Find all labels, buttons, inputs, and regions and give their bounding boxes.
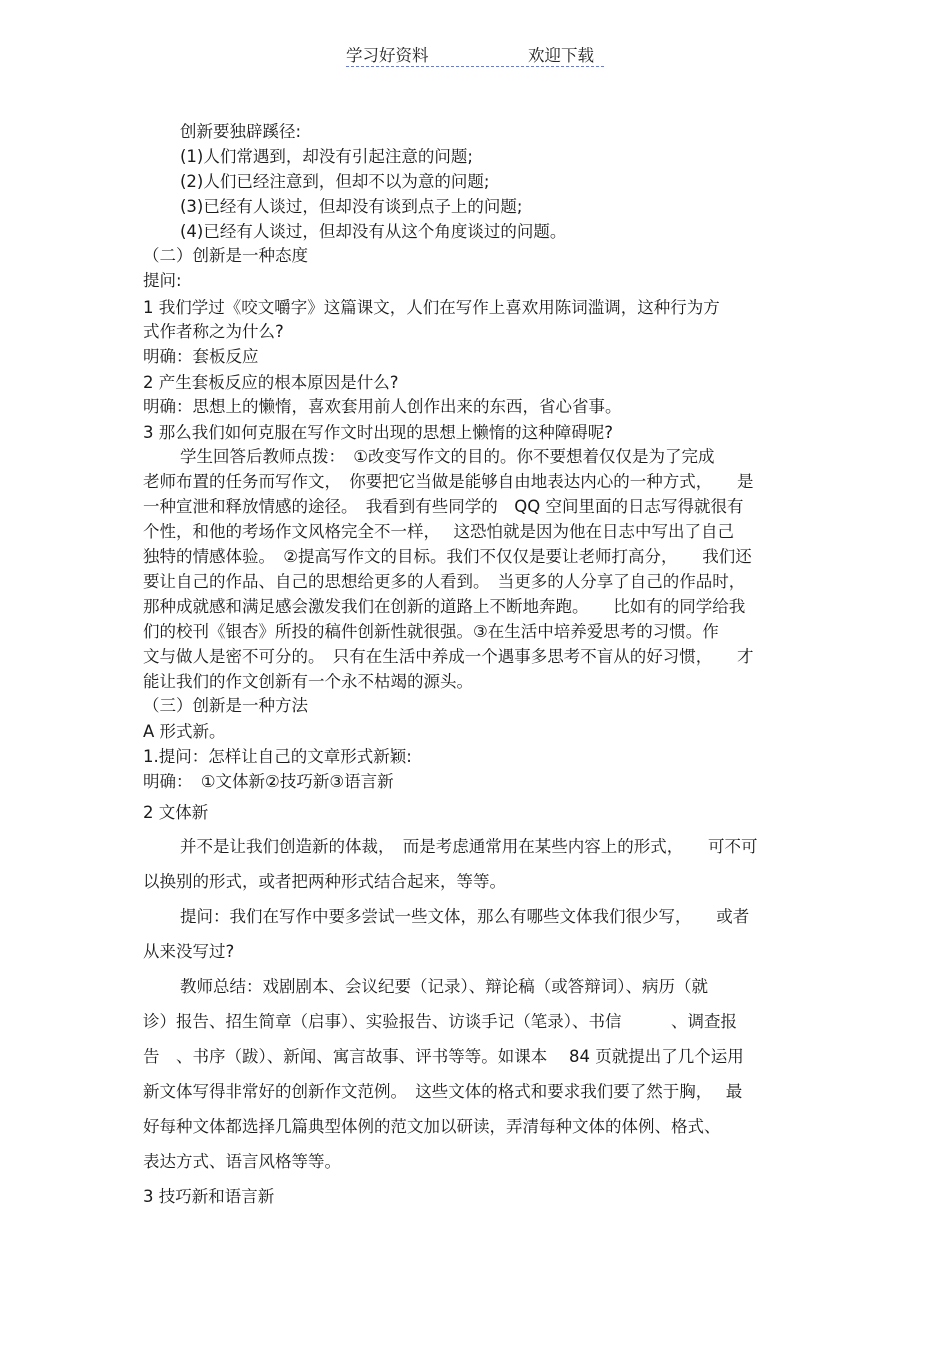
- header-left-text: 学习好资料: [346, 46, 429, 65]
- text-line: 个性，和他的考场作文风格完全不一样， 这恐怕就是因为他在日志中写出了自己: [143, 522, 734, 541]
- text-line: 学生回答后教师点拨： ①改变写作文的目的。你不要想着仅仅是为了完成: [180, 447, 715, 466]
- text-line: 明确： ①文体新②技巧新③语言新: [143, 772, 394, 791]
- text-line: 老师布置的任务而写作文， 你要把它当做是能够自由地表达内心的一种方式， 是: [143, 472, 754, 491]
- text-line: 从来没写过?: [143, 942, 235, 961]
- text-line: （二）创新是一种态度: [143, 246, 308, 265]
- text-line: (1)人们常遇到，却没有引起注意的问题;: [180, 147, 473, 166]
- text-line: 教师总结：戏剧剧本、会议纪要（记录）、辩论稿（或答辩词）、病历（就: [180, 977, 708, 996]
- text-line: (3)已经有人谈过，但却没有谈到点子上的问题;: [180, 197, 523, 216]
- text-line: 创新要独辟蹊径:: [180, 122, 302, 141]
- text-line: 3 技巧新和语言新: [143, 1187, 275, 1206]
- text-line: 独特的情感体验。 ②提高写作文的目标。我们不仅仅是要让老师打高分， 我们还: [143, 547, 752, 566]
- text-line: 们的校刊《银杏》所投的稿件创新性就很强。③在生活中培养爱思考的习惯。作: [143, 622, 719, 641]
- text-line: 并不是让我们创造新的体裁， 而是考虑通常用在某些内容上的形式， 可不可: [180, 837, 758, 856]
- text-line: 诊）报告、招生简章（启事）、实验报告、访谈手记（笔录）、书信 、调查报: [143, 1012, 737, 1031]
- text-line: 告 、书序（跋）、新闻、寓言故事、评书等等。如课本 84 页就提出了几个运用: [143, 1047, 744, 1066]
- text-line: 好每种文体都选择几篇典型体例的范文加以研读，弄清每种文体的体例、格式、: [143, 1117, 721, 1136]
- text-line: 表达方式、语言风格等等。: [143, 1152, 341, 1171]
- text-line: （三）创新是一种方法: [143, 696, 308, 715]
- text-line: 2 文体新: [143, 803, 209, 822]
- text-line: 提问:: [143, 271, 182, 290]
- text-line: A 形式新。: [143, 722, 226, 741]
- text-line: 能让我们的作文创新有一个永不枯竭的源头。: [143, 672, 473, 691]
- text-line: (2)人们已经注意到，但却不以为意的问题;: [180, 172, 490, 191]
- text-line: 明确：套板反应: [143, 347, 259, 366]
- text-line: 以换别的形式，或者把两种形式结合起来，等等。: [143, 872, 506, 891]
- text-line: 文与做人是密不可分的。 只有在生活中养成一个遇事多思考不盲从的好习惯， 才: [143, 647, 754, 666]
- text-line: 要让自己的作品、自己的思想给更多的人看到。 当更多的人分享了自己的作品时，: [143, 572, 746, 591]
- text-line: 明确：思想上的懒惰，喜欢套用前人创作出来的东西，省心省事。: [143, 397, 622, 416]
- text-line: 提问：我们在写作中要多尝试一些文体，那么有哪些文体我们很少写， 或者: [180, 907, 750, 926]
- text-line: 式作者称之为什么?: [143, 322, 284, 341]
- text-line: 新文体写得非常好的创新作文范例。 这些文体的格式和要求我们要了然于胸， 最: [143, 1082, 743, 1101]
- text-line: 3 那么我们如何克服在写作文时出现的思想上懒惰的这种障碍呢?: [143, 423, 614, 442]
- text-line: 1.提问：怎样让自己的文章形式新颖:: [143, 747, 412, 766]
- text-line: 1 我们学过《咬文嚼字》这篇课文，人们在写作上喜欢用陈词滥调，这种行为方: [143, 298, 720, 317]
- text-line: 一种宣泄和释放情感的途径。 我看到有些同学的 QQ 空间里面的日志写得就很有: [143, 497, 744, 516]
- text-line: (4)已经有人谈过，但却没有从这个角度谈过的问题。: [180, 222, 567, 241]
- text-line: 2 产生套板反应的根本原因是什么?: [143, 373, 399, 392]
- text-line: 那种成就感和满足感会激发我们在创新的道路上不断地奔跑。 比如有的同学给我: [143, 597, 746, 616]
- header-right-text: 欢迎下载: [528, 46, 594, 65]
